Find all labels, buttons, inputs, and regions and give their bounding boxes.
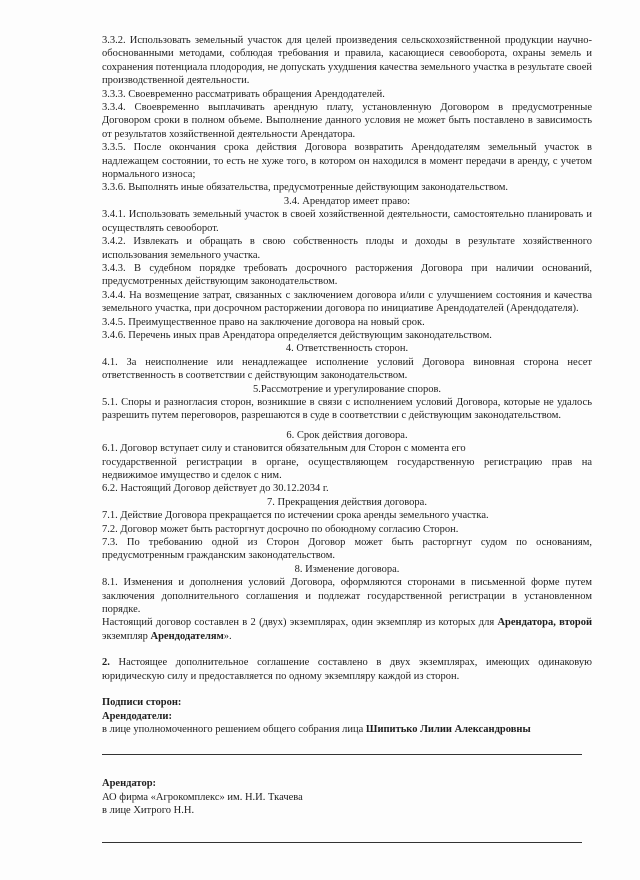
heading-7: 7. Прекращения действия договора. bbox=[267, 496, 427, 508]
clause-2-text: Настоящее дополнительное соглашение составлено в двух экземплярах, имеющих одинаковую юридическую силу и предоставляется по одному экземпляру каждой из сторон. bbox=[102, 657, 592, 682]
heading-5: 5.Рассмотрение и урегулирование споров. bbox=[252, 383, 442, 395]
clause-3-4-3: 3.4.3. В судебном порядке требовать досрочного расторжения Договора при наличии оснований, предусмотренных действующим законодательством. bbox=[102, 262, 592, 288]
clause-7-2: 7.2. Договор может быть расторгнут досрочно по обоюдному согласию Сторон. bbox=[102, 523, 459, 535]
lessee-organization: АО фирма «Агрокомплекс» им. Н.И. Ткачева bbox=[102, 791, 303, 803]
document-body bbox=[102, 34, 592, 843]
clause-3-4-4: 3.4.4. На возмещение затрат, связанных с заключением договора и/или с улучшением состояния и качества земельного участка, при досрочном расторжении договора по инициативе Арендодателей (Арендодателя). bbox=[102, 289, 592, 315]
lessee-title: Арендатор: bbox=[102, 778, 157, 790]
heading-4: 4. Ответственность сторон. bbox=[285, 343, 409, 355]
clause-3-3-4: 3.3.4. Своевременно выплачивать арендную плату, установленную Договором в предусмотренные Договором сроки в полном объеме. Выполнение данного условия не может быть поставлено в зависимость от результатов хозяйственной деятельности Арендатора. bbox=[102, 102, 592, 140]
clause-6-2: 6.2. Настоящий Договор действует до 30.12.2034 г. bbox=[102, 483, 329, 495]
clause-2 bbox=[102, 656, 592, 683]
clause-4-1: 4.1. За неисполнение или ненадлежащее исполнение условий Договора виновная сторона несет ответственность в соответствии с действующим законодательством. bbox=[102, 356, 592, 382]
copies-paragraph bbox=[102, 616, 592, 643]
spacer bbox=[102, 643, 592, 656]
lessee-signature-line bbox=[102, 842, 582, 843]
heading-6: 6. Срок действия договора. bbox=[286, 429, 408, 441]
copies-bold-1: Арендатора, второй bbox=[497, 617, 592, 629]
clause-3-3-2: 3.3.2. Использовать земельный участок для целей произведения сельскохозяйственной продукции научно-обоснованными методами, соблюдая требования и правила, касающиеся севооборота, охраны земель и сохранения потенциала плодородия, не допускать ухудшения качества земельного участка в результате своей производственной деятельности. bbox=[102, 35, 592, 87]
clause-3-3-6: 3.3.6. Выполнять иные обязательства, предусмотренные действующим законодательством. bbox=[102, 182, 509, 194]
lessors-representative bbox=[102, 723, 592, 736]
clause-7-3: 7.3. По требованию одной из Сторон Договор может быть расторгнут судом по основаниям, предусмотренным гражданским законодательством. bbox=[102, 537, 592, 562]
heading-8: 8. Изменение договора. bbox=[294, 563, 400, 575]
clause-3-3-5: 3.3.5. После окончания срока действия Договора возвратить Арендодателям земельный участок в надлежащем состоянии, то есть не хуже того, в котором он находился в момент передачи в аренду, с учетом нормального износа; bbox=[102, 142, 592, 181]
lessors-rep-text: в лице уполномоченного решением общего собрания лица bbox=[102, 723, 366, 735]
clause-6-1-rest: государственной регистрации в органе, осуществляющем государственную регистрацию прав на недвижимое имущество и сделок с ним. bbox=[102, 456, 592, 481]
spacer bbox=[102, 683, 592, 696]
clause-5-1: 5.1. Споры и разногласия сторон, возникшие в связи с исполнением условий Договора, которые не удалось разрешить путем переговоров, разрешаются в суде в соответствии с действующим законодательством. bbox=[102, 396, 592, 422]
copies-bold-2: Арендодателям bbox=[150, 630, 224, 642]
clause-3-4-6: 3.4.6. Перечень иных прав Арендатора определяется действующим законодательством. bbox=[102, 329, 492, 341]
clause-7-1: 7.1. Действие Договора прекращается по истечении срока аренды земельного участка. bbox=[102, 510, 489, 522]
spacer bbox=[102, 755, 592, 777]
copies-text-2: экземпляр bbox=[102, 630, 151, 642]
clause-2-number: 2. bbox=[102, 657, 110, 669]
clause-6-1-line1: 6.1. Договор вступает силу и становится обязательным для Сторон с момента его bbox=[102, 443, 466, 455]
clause-8-1: 8.1. Изменения и дополнения условий Договора, оформляются сторонами в письменной форме путем заключения дополнительного соглашения и подлежат государственной регистрации в установленном порядке. bbox=[102, 577, 592, 616]
lessors-title: Арендодатели: bbox=[102, 710, 172, 722]
signatures-title: Подписи сторон: bbox=[102, 697, 182, 709]
heading-3-4: 3.4. Арендатор имеет право: bbox=[283, 195, 411, 207]
clause-3-3-3: 3.3.3. Своевременно рассматривать обращения Арендодателей. bbox=[102, 88, 385, 100]
copies-text-3: ». bbox=[223, 630, 232, 642]
clause-3-4-2: 3.4.2. Извлекать и обращать в свою собственность плоды и доходы в результате хозяйственного использования земельного участка. bbox=[102, 236, 592, 261]
lessors-rep-name: Шипитько Лилии Александровны bbox=[365, 723, 531, 735]
copies-text-1: Настоящий договор составлен в 2 (двух) экземплярах, один экземпляр из которых для bbox=[102, 617, 495, 629]
lessee-representative: в лице Хитрого Н.Н. bbox=[102, 805, 195, 817]
clause-3-4-5: 3.4.5. Преимущественное право на заключение договора на новый срок. bbox=[102, 316, 425, 328]
clause-3-4-1: 3.4.1. Использовать земельный участок в своей хозяйственной деятельности, самостоятельно планировать и осуществлять севооборот. bbox=[102, 209, 592, 234]
